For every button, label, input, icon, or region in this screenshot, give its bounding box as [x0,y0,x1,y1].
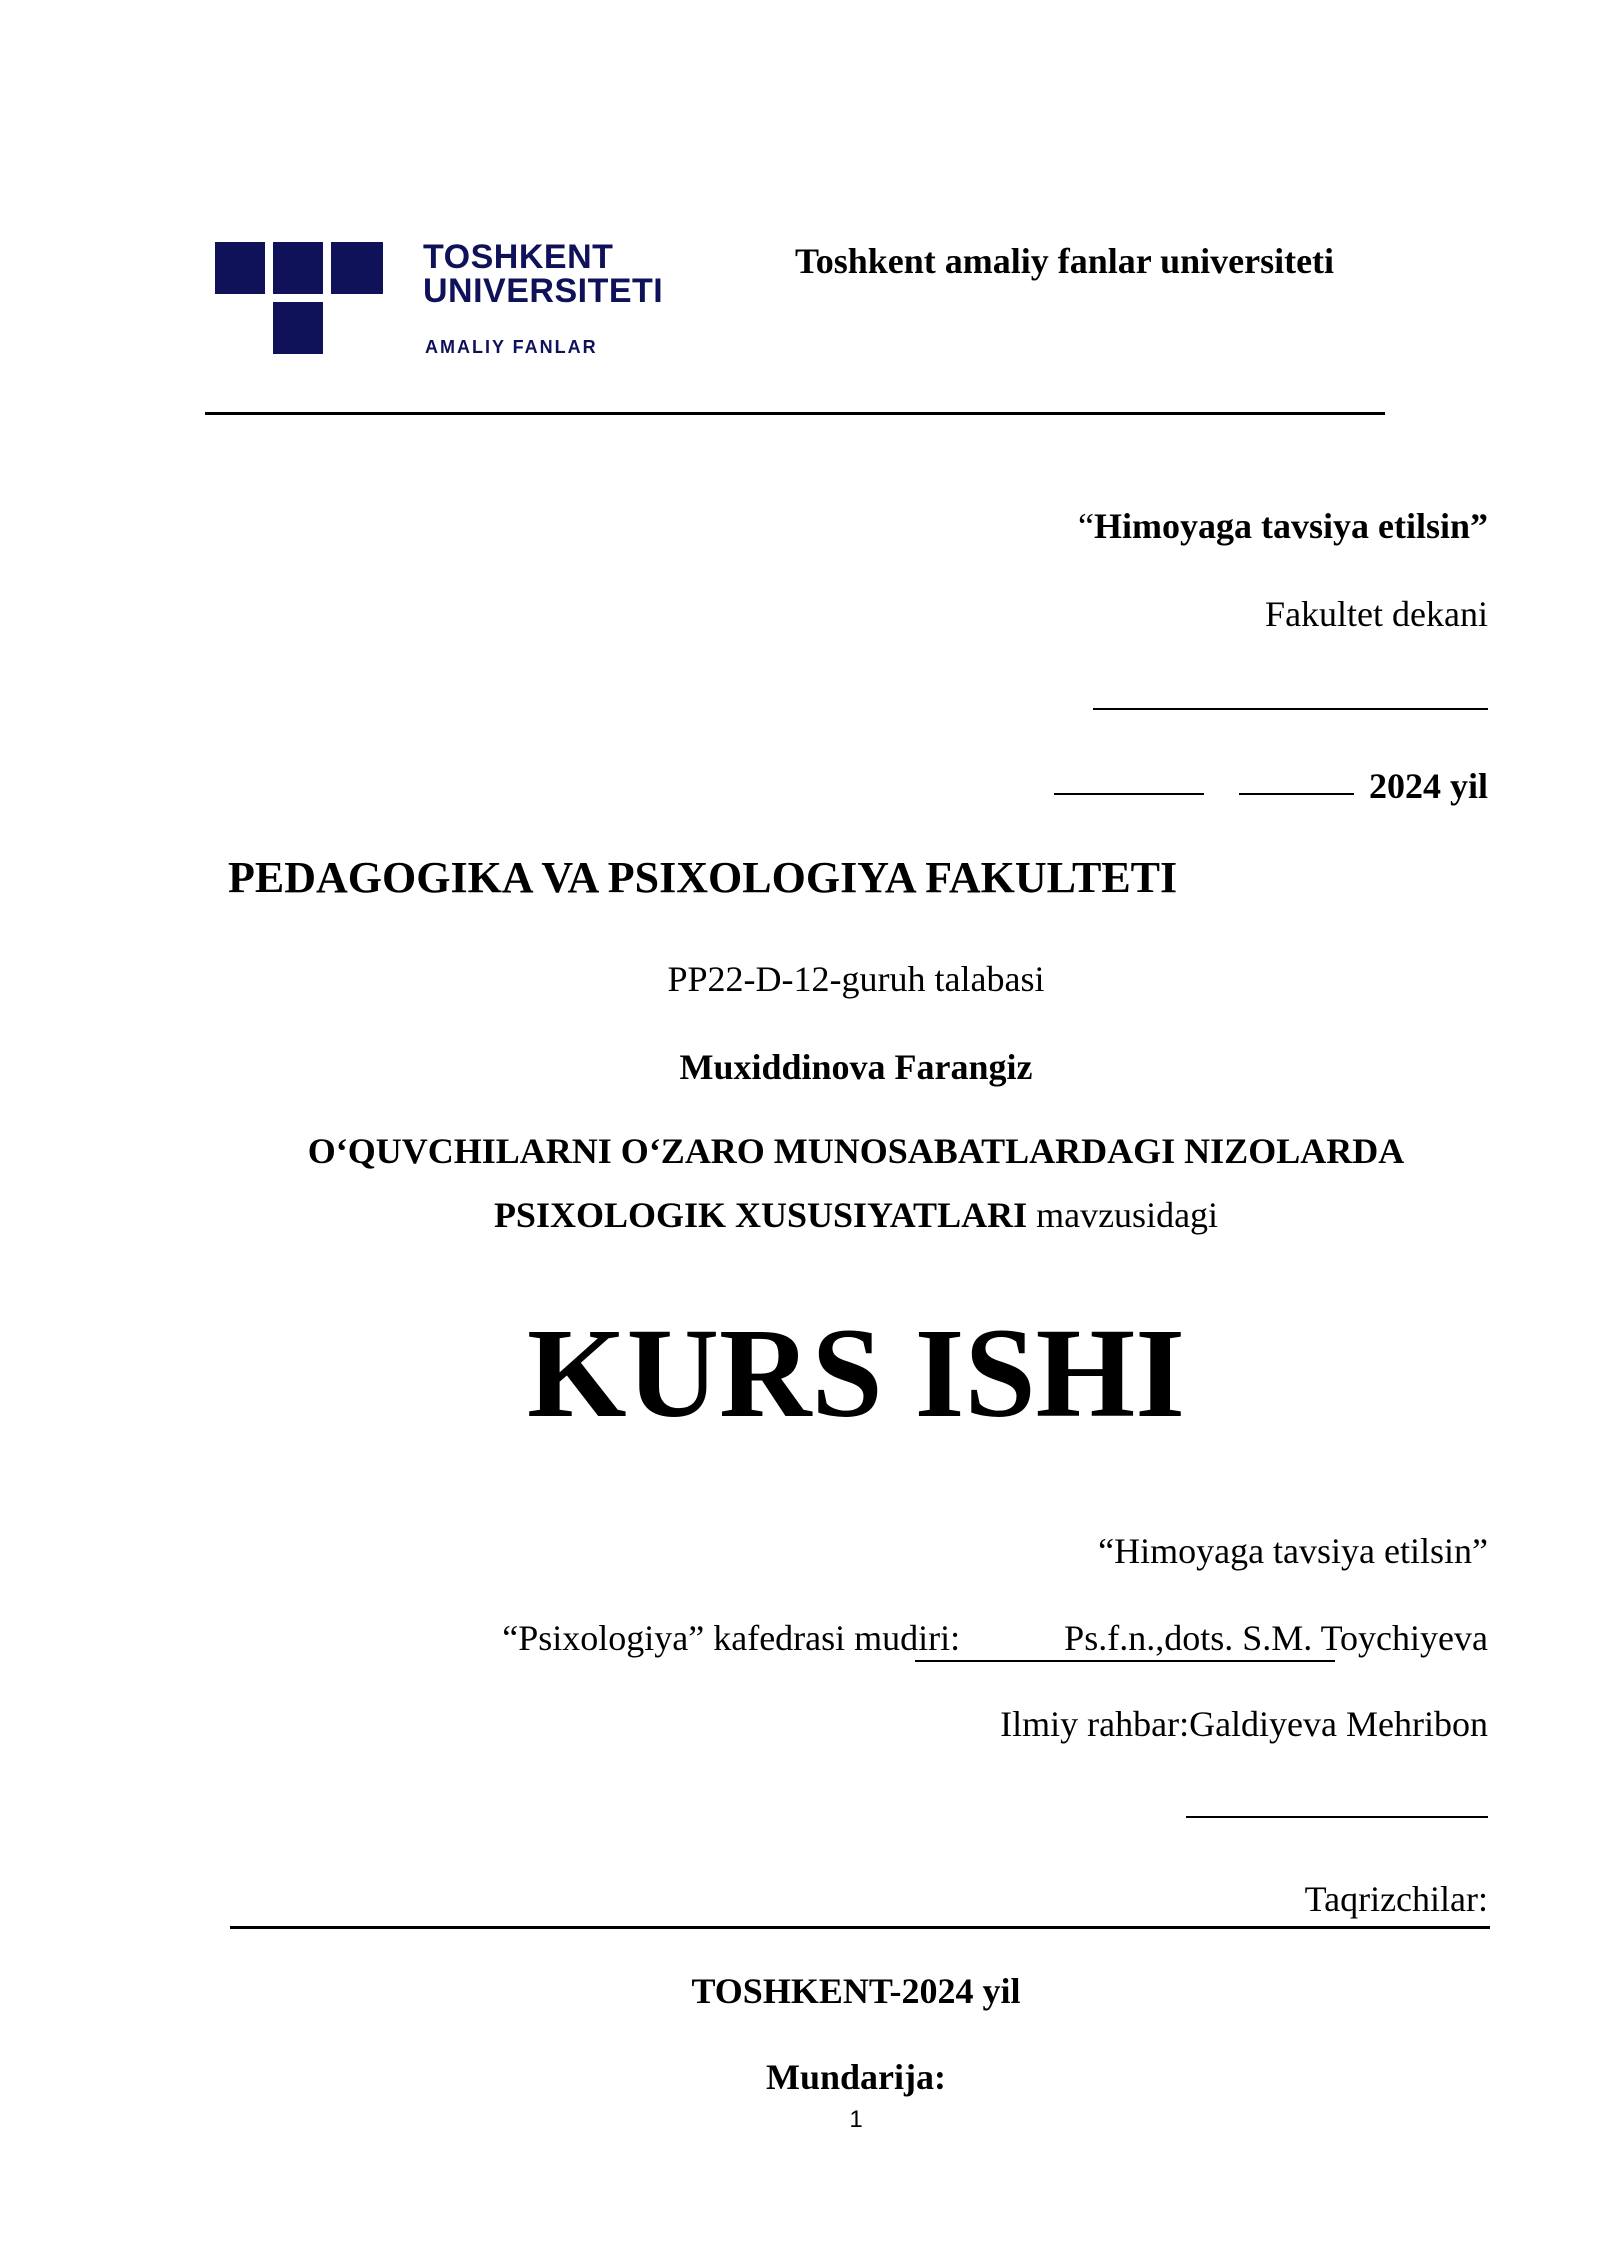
header-divider [205,412,1385,415]
contents-heading: Mundarija: [766,2057,946,2097]
recommendation-text: “Himoyaga tavsiya etilsin” [1098,1531,1488,1571]
student-group: PP22-D-12-guruh talabasi [667,959,1045,999]
date-month-blank [1239,793,1354,795]
department-head-name: Ps.f.n.,dots. S.M. Toychiyeva [1064,1618,1488,1658]
footer-divider [230,1926,1490,1929]
scientific-advisor: Ilmiy rahbar:Galdiyeva Mehribon [1000,1704,1488,1744]
topic-line-2-rest: mavzusidagi [1027,1195,1219,1235]
logo-text-line3: AMALIY FANLAR [425,337,598,357]
approval-date-row [1054,765,1488,807]
logo-text-line1: TOSHKENT [423,238,614,276]
department-head-signature-line [915,1660,1335,1662]
logo-text-line2: UNIVERSITETI [423,272,664,310]
logo-square-top-right [331,242,383,294]
university-name: Toshkent amaliy fanlar universiteti [795,241,1335,281]
page-number: 1 [849,2106,863,2133]
reviewers-label: Taqrizchilar: [1304,1879,1488,1919]
student-name: Muxiddinova Farangiz [679,1047,1033,1087]
department-head-label: “Psixologiya” kafedrasi mudiri: [502,1618,961,1658]
faculty-title: PEDAGOGIKA VA PSIXOLOGIYA FAKULTETI [228,853,1178,902]
logo-square-top-left [215,242,265,294]
logo-square-top-middle [273,242,323,294]
dean-label: Fakultet dekani [1265,594,1488,634]
topic-line-2-bold: PSIXOLOGIK XUSUSIYATLARI [493,1195,1028,1235]
university-logo [215,240,685,360]
approval-text: Himoyaga tavsiya etilsin” [1094,506,1488,546]
advisor-signature-line [1186,1816,1488,1818]
topic-line-1: O‘QUVCHILARNI O‘ZARO MUNOSABATLARDAGI NIZOLARDA [307,1131,1405,1171]
department-head-row [502,1617,1488,1659]
approval-year: 2024 yil [1368,766,1488,806]
dean-signature-line [1093,708,1488,710]
document-title: KURS ISHI [527,1302,1185,1444]
city-year: TOSHKENT-2024 yil [691,1971,1021,2011]
approval-open-quote: “ [1078,506,1094,546]
topic-line-2 [0,1194,1600,1236]
date-day-blank [1054,793,1204,795]
approval-heading [1078,505,1488,547]
logo-square-bottom [273,302,323,354]
